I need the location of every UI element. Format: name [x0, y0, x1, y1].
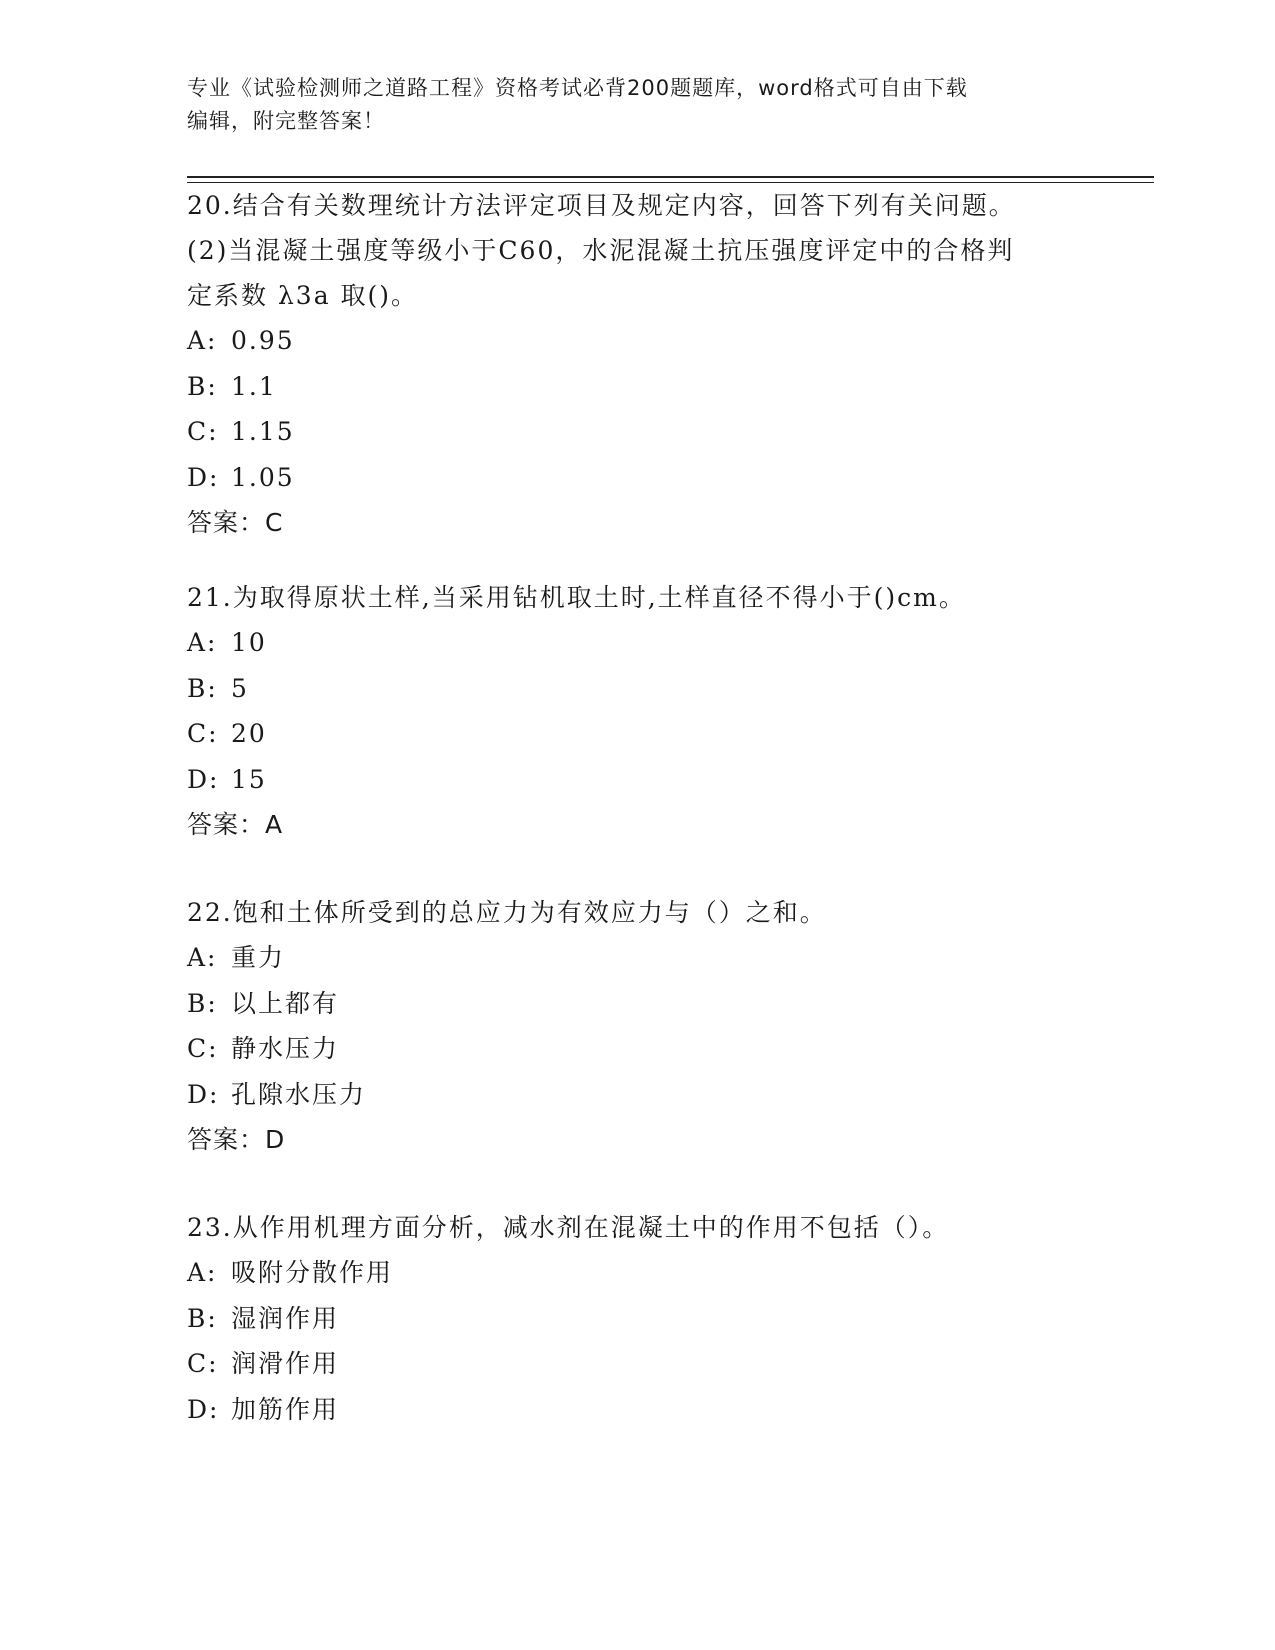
option-d: D: 15: [187, 764, 267, 794]
document-header: [187, 72, 1087, 138]
question-22: [187, 890, 1087, 1162]
answer-line: 答案：A: [187, 810, 284, 839]
option-a: A: 0.95: [187, 326, 295, 355]
option-b: B: 湿润作用: [187, 1303, 340, 1333]
answer-line: 答案：D: [187, 1125, 286, 1154]
question-stem-line: 20.结合有关数理统计方法评定项目及规定内容，回答下列有关问题。: [187, 191, 1016, 220]
question-stem-line: (2)当混凝土强度等级小于C60，水泥混凝土抗压强度评定中的合格判: [187, 236, 1015, 265]
option-a: A: 吸附分散作用: [187, 1258, 394, 1287]
option-a: A: 10: [187, 628, 267, 657]
option-b: B: 5: [187, 673, 249, 703]
option-c: C: 静水压力: [187, 1034, 340, 1063]
option-c: C: 润滑作用: [187, 1349, 340, 1378]
option-a: A: 重力: [187, 943, 286, 972]
option-c: C: 1.15: [187, 417, 295, 446]
option-d: D: 加筋作用: [187, 1394, 340, 1424]
option-d: D: 孔隙水压力: [187, 1079, 367, 1109]
question-stem-line: 定系数 λ3a 取()。: [187, 281, 419, 310]
header-line-2: 编辑，附完整答案！: [187, 109, 385, 133]
question-23: [187, 1205, 1087, 1432]
option-b: B: 以上都有: [187, 988, 340, 1018]
question-21: [187, 575, 1087, 847]
question-stem-line: 22.饱和土体所受到的总应力为有效应力与（）之和。: [187, 898, 827, 927]
header-divider-thick: [187, 176, 1154, 178]
question-20: [187, 183, 1087, 545]
option-d: D: 1.05: [187, 462, 295, 492]
answer-line: 答案：C: [187, 508, 284, 537]
header-line-1: 专业《试验检测师之道路工程》资格考试必背200题题库，word格式可自由下载: [187, 76, 968, 100]
option-b: B: 1.1: [187, 371, 277, 401]
question-stem-line: 23.从作用机理方面分析，减水剂在混凝土中的作用不包括（）。: [187, 1213, 950, 1242]
option-c: C: 20: [187, 719, 267, 748]
question-stem-line: 21.为取得原状土样,当采用钻机取土时,土样直径不得小于()cm。: [187, 583, 966, 612]
